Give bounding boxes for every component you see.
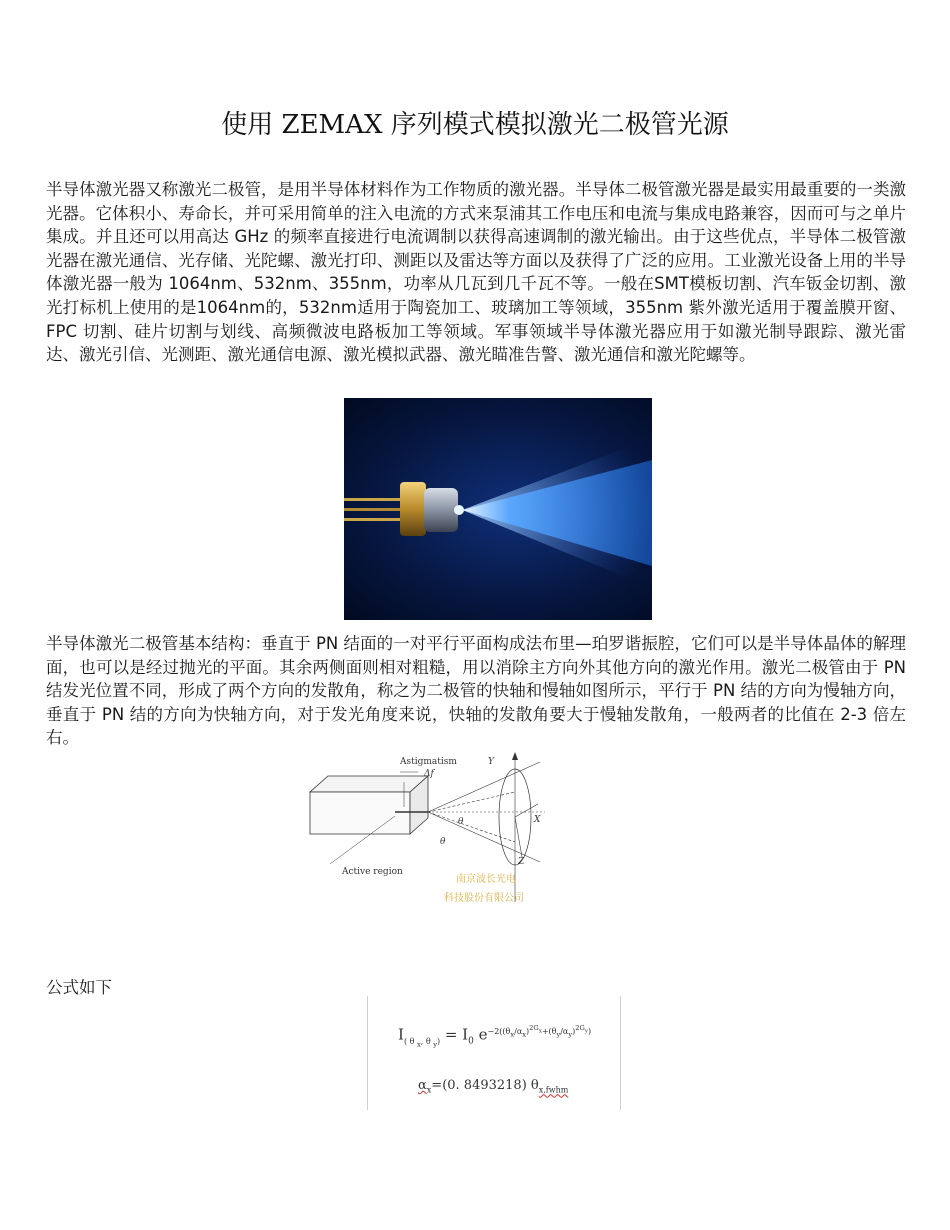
delta-f-label: Δf	[424, 769, 434, 779]
document-title: 使用 ZEMAX 序列模式模拟激光二极管光源	[221, 110, 729, 140]
divergence-diagram	[300, 752, 570, 912]
intro-paragraph: 半导体激光器又称激光二极管，是用半导体材料作为工作物质的激光器。半导体二极管激光器是最实用最重要的一类激光器。它体积小、寿命长，并可采用简单的注入电流的方式来泵浦其工作电压和电流与集成电路兼容，因而可与之单片集成。并且还可以用高达 GHz 的频率直接进行电流调制以获得高速调制的激光输出。由于这些优点，半导体二极管激光器在激光通信、光存储、光陀螺、激光打印、测距以及雷达等方面以及获得了广泛的应用。工业激光设备上用的半导体激光器一般为 1064nm、532nm、355nm，功率从几瓦到几千瓦不等。一般在SMT模板切割、汽车钣金切割、激光打标机上使用的是1064nm的，532nm适用于陶瓷加工、玻璃加工等领域，355nm 紫外激光适用于覆盖膜开窗、FPC 切割、硅片切割与划线、高频微波电路板加工等领域。军事领域半导体激光器应用于如激光制导跟踪、激光雷达、激光引信、光测距、激光通信电源、激光模拟武器、激光瞄准告警、激光通信和激光陀螺等。	[46, 180, 906, 365]
formula-image	[367, 996, 621, 1110]
axis-y-label: Y	[488, 757, 494, 767]
alpha-symbol: α	[418, 1078, 427, 1093]
alpha-expression: =(0. 8493218) θ	[431, 1078, 539, 1093]
axis-x-label: X	[534, 815, 541, 825]
watermark-line1: 南京波长光电	[456, 874, 516, 885]
formula-label: 公式如下	[46, 978, 112, 997]
active-region-label: Active region	[342, 867, 403, 877]
alpha-formula: $\alpha_x=(0$. 8493218) $\theta_{x,fwhm}$	[418, 1078, 569, 1095]
axis-z-label: Z	[518, 857, 525, 867]
theta-perp-label: θ	[440, 837, 446, 847]
structure-paragraph: 半导体激光二极管基本结构：垂直于 PN 结面的一对平行平面构成法布里—珀罗谐振腔，它们可以是半导体晶体的解理面，也可以是经过抛光的平面。其余两侧面则相对粗糙，用以消除主方向外其他方向的激光作用。激光二极管由于 PN 结发光位置不同，形成了两个方向的发散角，称之为二极管的快轴和慢轴如图所示，平行于 PN 结的方向为慢轴方向，垂直于 PN 结的方向为快轴方向，对于发光角度来说，快轴的发散角要大于慢轴发散角，一般两者的比值在 2-3 倍左右。	[46, 634, 906, 748]
watermark-line2: 科技股份有限公司	[444, 893, 524, 904]
laser-diode-photo	[344, 398, 652, 620]
intensity-formula: $I_{( \theta _x, \theta _y)} = I_0$ $e^{-2((\theta_x/\alpha_x)^{2G_x}+(\theta_y/\alpha_y)^{2G_y})}$	[398, 1024, 592, 1049]
astigmatism-label: Astigmatism	[400, 757, 457, 767]
theta-parallel-label: θ	[458, 817, 464, 827]
laser-diode-illustration	[344, 398, 652, 620]
